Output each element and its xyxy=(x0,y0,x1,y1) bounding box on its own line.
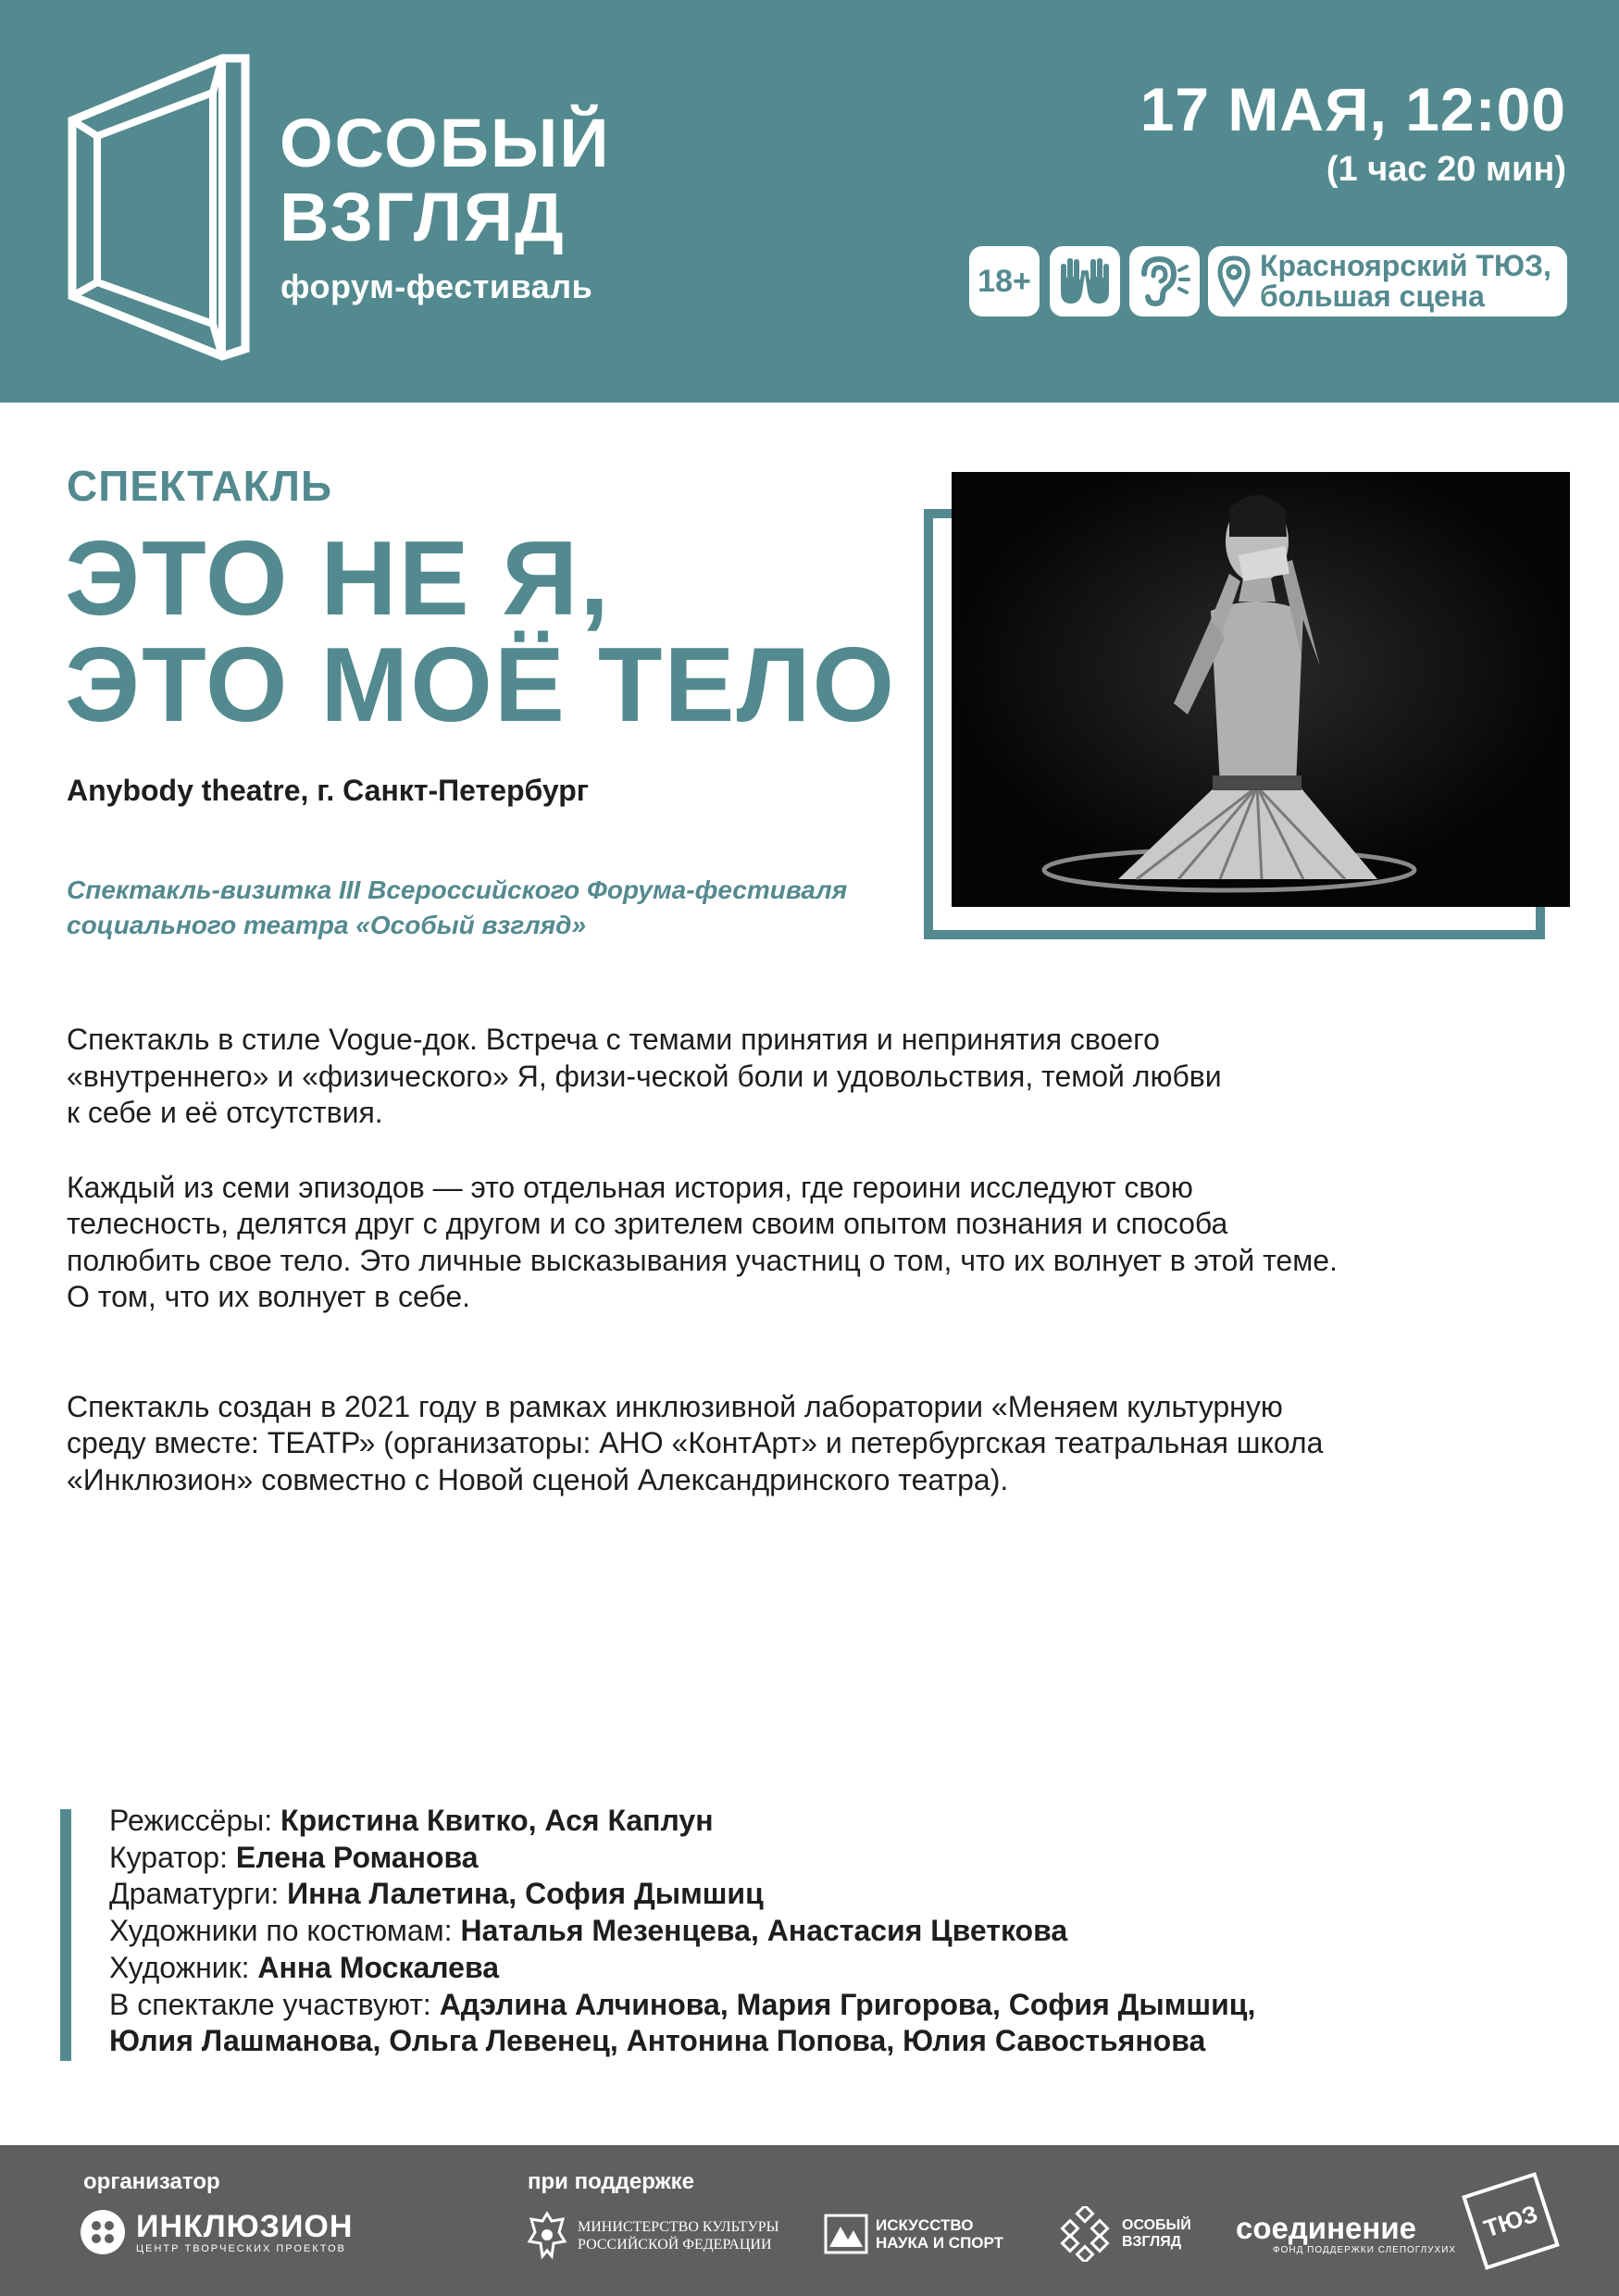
credit-label: В спектакле участвуют: xyxy=(109,1987,440,2021)
ministry-line2: РОССИЙСКОЙ ФЕДЕРАЦИИ xyxy=(578,2237,772,2253)
festival-name xyxy=(280,106,611,254)
description-line: телесность, делятся друг с другом и со зрителем своим опытом познания и способа xyxy=(67,1207,1228,1240)
showcase-line1: Спектакль-визитка III Всероссийского Форума-фестиваля xyxy=(67,875,848,904)
support-label: при поддержке xyxy=(528,2169,694,2194)
description-paragraph-3 xyxy=(67,1389,1557,1499)
credit-label: Режиссёры: xyxy=(109,1804,281,1837)
description-line: среду вместе: ТЕАТР» (организаторы: АНО «КонтАрт» и петербургская театральная школа xyxy=(67,1426,1324,1459)
credit-value: Анна Москалева xyxy=(257,1950,500,1984)
venue-name xyxy=(1260,251,1551,312)
showcase-line2: социального театра «Особый взгляд» xyxy=(67,911,587,939)
credit-value: Адэлина Алчинова, Мария Григорова, София Дымшиц, xyxy=(439,1987,1256,2021)
credit-label: Драматурги: xyxy=(109,1877,288,1911)
art-line1: ИСКУССТВО xyxy=(876,2216,974,2234)
osoby-vzglyad-dots-icon xyxy=(1057,2206,1113,2262)
credit-costume xyxy=(109,1913,1255,1950)
inclusion-subtitle: ЦЕНТР ТВОРЧЕСКИХ ПРОЕКТОВ xyxy=(136,2243,346,2254)
credit-value: Инна Лалетина, София Дымшиц xyxy=(287,1877,764,1911)
event-duration: (1 час 20 мин) xyxy=(1326,150,1566,189)
venue-line1: Красноярский ТЮЗ, xyxy=(1260,249,1551,282)
show-title-line2: ЭТО МОЁ ТЕЛО xyxy=(65,627,897,744)
festival-logo-frame-icon xyxy=(65,51,264,361)
showcase-note xyxy=(67,873,847,943)
osoby-footer-line2: ВЗГЛЯД xyxy=(1122,2234,1182,2250)
sodinenie-subtitle: ФОНД ПОДДЕРЖКИ СЛЕПОГЛУХИХ xyxy=(1273,2245,1457,2255)
footer xyxy=(0,2145,1619,2296)
credit-directors xyxy=(109,1803,1255,1840)
description-line: «Инклюзион» совместно с Новой сценой Александринского театра). xyxy=(67,1462,1009,1496)
venue-line2: большая сцена xyxy=(1260,279,1485,313)
credits-list xyxy=(109,1803,1255,2060)
description-paragraph-2 xyxy=(67,1170,1557,1316)
credit-value: Юлия Лашманова, Ольга Левенец, Антонина Попова, Юлия Савостьянова xyxy=(109,2024,1206,2058)
organizer-label: организатор xyxy=(83,2169,220,2194)
venue-badge xyxy=(1208,246,1567,316)
show-genre: СПЕКТАКЛЬ xyxy=(67,462,333,510)
description-line: к себе и её отсутствия. xyxy=(67,1096,383,1129)
tyuz-logo xyxy=(1472,2182,1550,2260)
description-line: Каждый из семи эпизодов — это отдельная история, где героини исследуют свою xyxy=(67,1170,1193,1204)
inclusion-buttons-icon xyxy=(79,2208,127,2256)
show-title-line1: ЭТО НЕ Я, xyxy=(65,520,611,638)
credit-value: Елена Романова xyxy=(235,1840,479,1874)
performance-photo xyxy=(952,472,1570,907)
ear-sound-icon xyxy=(1135,254,1194,309)
description-line: «внутреннего» и «физического» Я, физи-ческой боли и удовольствия, темой любви xyxy=(67,1059,1222,1093)
festival-name-line1: ОСОБЫЙ xyxy=(280,105,611,181)
theatre-company: Anybody theatre, г. Санкт-Петербург xyxy=(67,774,590,807)
sign-language-badge xyxy=(1050,246,1120,316)
inclusion-logo xyxy=(79,2208,353,2256)
osoby-footer-line1: ОСОБЫЙ xyxy=(1122,2217,1191,2233)
description-line: Спектакль в стиле Vogue-док. Встреча с темами принятия и непринятия своего xyxy=(67,1023,1160,1056)
art-science-sport-logo xyxy=(824,2214,1003,2254)
coat-of-arms-icon xyxy=(526,2210,568,2262)
sodinenie-name: соединение xyxy=(1236,2211,1416,2245)
credit-dramaturgs xyxy=(109,1876,1255,1913)
show-description xyxy=(67,1022,1557,1536)
credit-curator xyxy=(109,1840,1255,1877)
credit-cast xyxy=(109,1987,1255,2024)
art-line2: НАУКА И СПОРТ xyxy=(876,2234,1004,2252)
credit-value: Наталья Мезенцева, Анастасия Цветкова xyxy=(460,1914,1068,1948)
credit-artist xyxy=(109,1950,1255,1987)
age-rating-badge: 18+ xyxy=(969,246,1040,316)
tyuz-text: ТЮЗ xyxy=(1480,2199,1541,2242)
header xyxy=(0,0,1619,403)
sign-language-hands-icon xyxy=(1055,254,1115,309)
credit-label: Художники по костюмам: xyxy=(109,1914,461,1948)
festival-name-line2: ВЗГЛЯД xyxy=(280,179,566,255)
credit-label: Куратор: xyxy=(109,1840,236,1874)
credit-label: Художник: xyxy=(109,1950,258,1984)
festival-subtitle: форум-фестиваль xyxy=(280,267,593,305)
sodinenie-logo xyxy=(1236,2212,1456,2255)
event-date: 17 МАЯ, 12:00 xyxy=(1140,75,1566,143)
credit-cast-continued xyxy=(109,2023,1255,2060)
show-title xyxy=(65,520,897,744)
tyuz-stamp-icon xyxy=(1462,2172,1560,2270)
description-line: Спектакль создан в 2021 году в рамках инклюзивной лаборатории «Меняем культурную xyxy=(67,1389,1283,1423)
description-paragraph-1 xyxy=(67,1022,1557,1132)
ministry-line1: МИНИСТЕРСТВО КУЛЬТУРЫ xyxy=(578,2219,779,2235)
location-pin-icon xyxy=(1217,255,1251,307)
ministry-logo xyxy=(526,2210,779,2262)
description-line: полюбить свое тело. Это личные высказывания участниц о том, что их волнует в этой теме. xyxy=(67,1243,1338,1277)
hearing-assist-badge xyxy=(1129,246,1200,316)
inclusion-name: ИНКЛЮЗИОН xyxy=(136,2209,354,2244)
description-line: О том, что их волнует в себе. xyxy=(67,1280,471,1313)
dancer-silhouette-image xyxy=(952,472,1570,907)
osoby-vzglyad-footer-logo xyxy=(1057,2206,1191,2262)
credit-value: Кристина Квитко, Ася Каплун xyxy=(280,1804,714,1837)
art-science-sport-icon xyxy=(824,2214,868,2254)
credits-accent-bar xyxy=(60,1809,71,2061)
